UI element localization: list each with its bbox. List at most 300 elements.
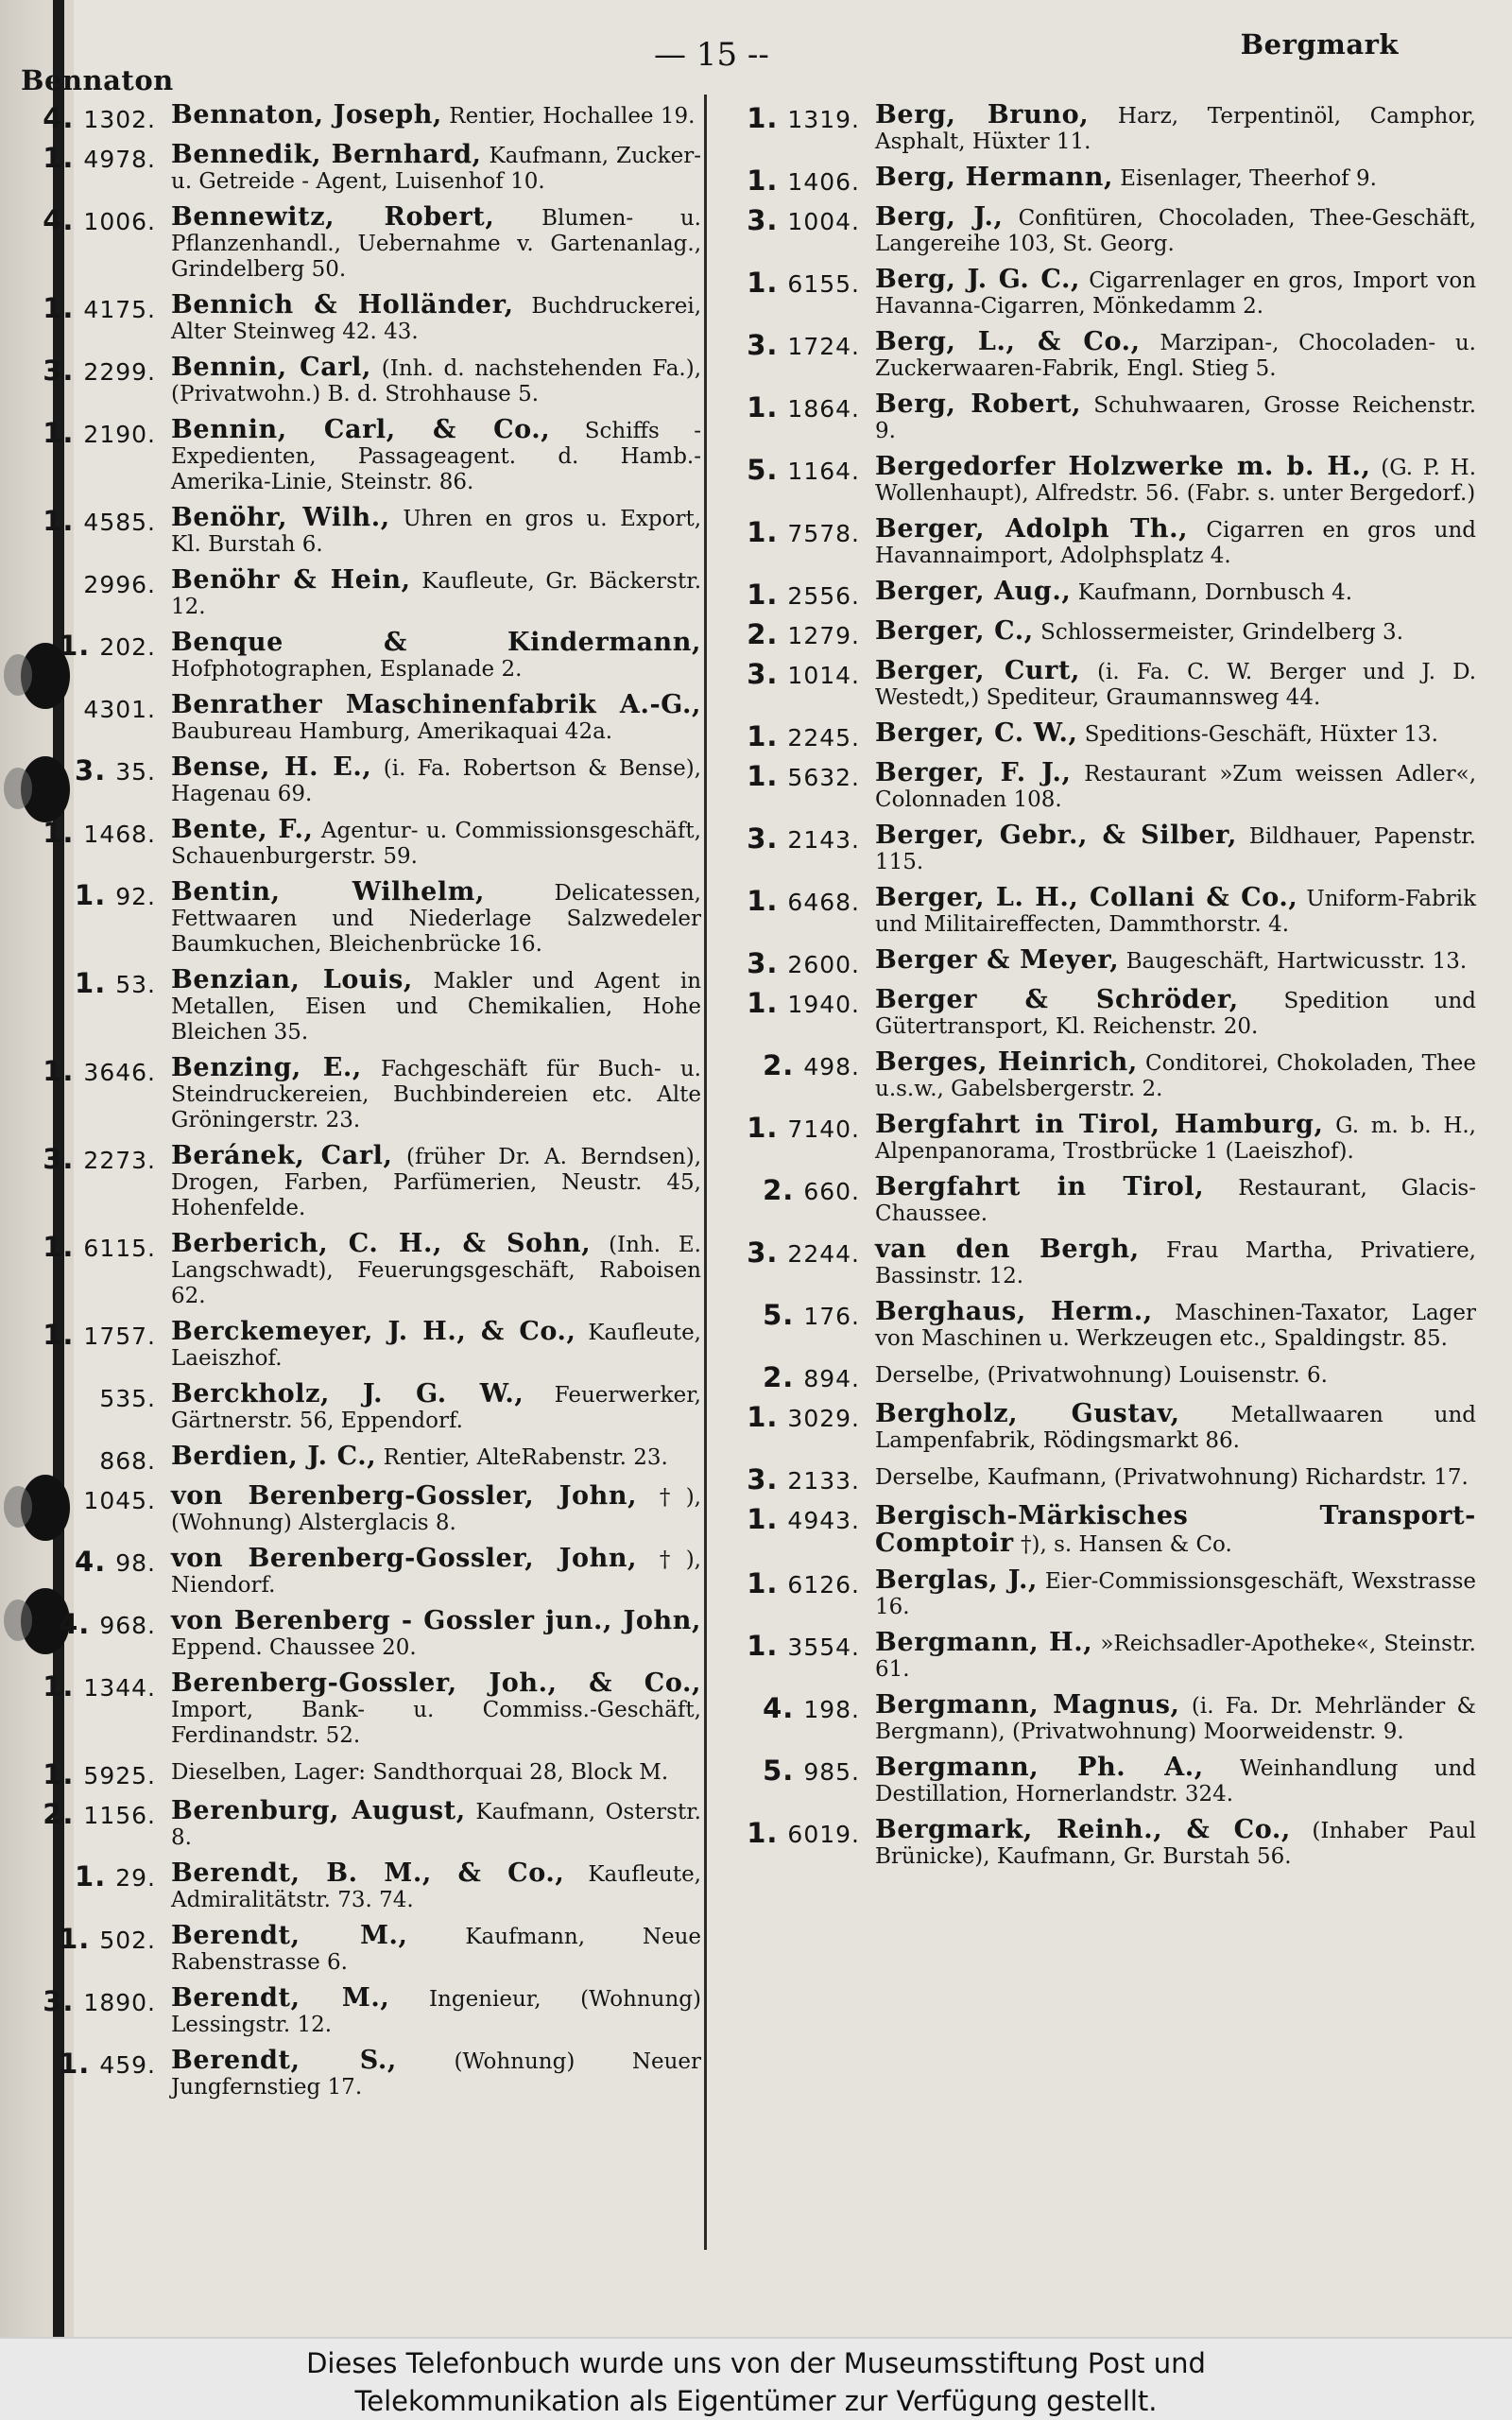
phone-number bbox=[19, 204, 171, 234]
directory-entry bbox=[720, 1630, 1476, 1683]
subscriber-name: Bergmann, Magnus, bbox=[875, 1690, 1180, 1720]
entry-text bbox=[875, 1174, 1476, 1227]
entry-text bbox=[171, 1483, 701, 1536]
exchange-code: 1. bbox=[747, 1112, 779, 1144]
subscriber-name: Berghaus, Herm., bbox=[875, 1297, 1153, 1326]
exchange-code: 3. bbox=[747, 658, 779, 690]
subscriber-details: †), s. Hansen & Co. bbox=[1021, 1532, 1232, 1557]
directory-entry bbox=[19, 754, 701, 807]
phone-number bbox=[19, 354, 171, 385]
subscriber-details: Kaufleute, Admiralitätstr. 73. 74. bbox=[171, 1862, 701, 1912]
line-number: 3554. bbox=[787, 1634, 860, 1661]
entry-text bbox=[171, 754, 701, 807]
subscriber-name: Berendt, S., bbox=[171, 2046, 397, 2075]
line-number: 1004. bbox=[787, 208, 860, 235]
line-number: 1344. bbox=[83, 1674, 156, 1702]
subscriber-name: Berg, J. G. C., bbox=[875, 265, 1080, 294]
entry-text bbox=[875, 720, 1476, 748]
directory-entry bbox=[720, 1361, 1476, 1392]
subscriber-name: Bennich & Holländer, bbox=[171, 290, 514, 320]
entry-text bbox=[171, 1860, 701, 1913]
directory-entry bbox=[720, 618, 1476, 648]
directory-entry bbox=[19, 1985, 701, 2038]
subscriber-details: Marzipan-, Chocoladen- u. Zuckerwaaren-Fabrik, Engl. Stieg 5. bbox=[875, 331, 1476, 381]
subscriber-details: Buchdruckerei, Alter Steinweg 42. 43. bbox=[171, 294, 702, 344]
subscriber-details: »Reichsadler-Apotheke«, Steinstr. 61. bbox=[875, 1632, 1476, 1682]
subscriber-name: Berger, C. W., bbox=[875, 718, 1078, 748]
exchange-code: 1. bbox=[747, 102, 779, 134]
subscriber-name: Bergfahrt in Tirol, bbox=[875, 1172, 1205, 1201]
exchange-code: 1. bbox=[747, 760, 779, 792]
subscriber-details: Eppend. Chaussee 20. bbox=[171, 1635, 417, 1660]
line-number: 7578. bbox=[787, 520, 860, 547]
phone-number bbox=[720, 579, 875, 609]
line-number: 1014. bbox=[787, 662, 860, 689]
phone-number bbox=[19, 292, 171, 322]
subscriber-name: Berenberg-Gossler, Joh., & Co., bbox=[171, 1668, 701, 1698]
directory-entry bbox=[720, 658, 1476, 711]
exchange-code: 1. bbox=[59, 630, 91, 662]
entry-text bbox=[875, 1817, 1476, 1870]
line-number: 3646. bbox=[83, 1059, 156, 1086]
footer-line-2: Telekommunikation als Eigentümer zur Verfügung gestellt. bbox=[354, 2385, 1158, 2417]
phone-number bbox=[720, 1401, 875, 1431]
exchange-code: 2. bbox=[763, 1174, 795, 1206]
subscriber-details: Restaurant »Zum weissen Adler«, Colonnaden 108. bbox=[875, 762, 1476, 812]
subscriber-details: (i. Fa. Dr. Mehrländer & Bergmann), (Privatwohnung) Moorweidenstr. 9. bbox=[875, 1694, 1476, 1744]
entry-text bbox=[875, 658, 1476, 711]
line-number: 4175. bbox=[83, 296, 156, 323]
directory-entry bbox=[19, 630, 701, 683]
directory-entry bbox=[19, 692, 701, 745]
line-number: 2245. bbox=[787, 724, 860, 752]
phone-number bbox=[19, 1608, 171, 1638]
subscriber-details: Delicatessen, Fettwaaren und Niederlage Salzwedeler Baumkuchen, Bleichenbrücke 16. bbox=[171, 881, 701, 957]
exchange-code: 3. bbox=[747, 947, 779, 979]
phone-number bbox=[720, 1361, 875, 1392]
line-number: 868. bbox=[99, 1447, 156, 1475]
phone-number bbox=[720, 1754, 875, 1785]
exchange-code: 1. bbox=[75, 967, 107, 999]
subscriber-details: Kaufleute, Gr. Bäckerstr. 12. bbox=[171, 569, 702, 619]
phone-number bbox=[19, 967, 171, 997]
subscriber-details: Schiffs - Expedienten, Passageagent. d. Hamb.- Amerika-Linie, Steinstr. 86. bbox=[171, 419, 701, 494]
entry-text bbox=[171, 1319, 701, 1372]
exchange-code: 1. bbox=[747, 1401, 779, 1433]
subscriber-name: Berg, Robert, bbox=[875, 389, 1082, 419]
phone-number bbox=[19, 505, 171, 535]
subscriber-name: Bennedik, Bernhard, bbox=[171, 140, 482, 169]
phone-number bbox=[19, 879, 171, 909]
exchange-code: 1. bbox=[747, 516, 779, 548]
entry-text bbox=[875, 454, 1476, 507]
directory-entry bbox=[19, 102, 701, 132]
subscriber-details: †), Niendorf. bbox=[171, 1547, 701, 1598]
directory-entry bbox=[720, 579, 1476, 609]
exchange-code: 1. bbox=[75, 1860, 107, 1893]
subscriber-details: Speditions-Geschäft, Hüxter 13. bbox=[1084, 722, 1438, 747]
line-number: 1156. bbox=[83, 1802, 156, 1829]
subscriber-details: (Inhaber Paul Brünicke), Kaufmann, Gr. Burstah 56. bbox=[875, 1819, 1476, 1869]
line-number: 1319. bbox=[787, 106, 860, 133]
subscriber-name: Bergedorfer Holzwerke m. b. H., bbox=[875, 452, 1371, 481]
subscriber-name: Benque & Kindermann, bbox=[171, 628, 701, 657]
directory-entry bbox=[19, 1055, 701, 1133]
subscriber-details: Import, Bank- u. Commiss.-Geschäft, Ferdinandstr. 52. bbox=[171, 1698, 701, 1748]
directory-entry bbox=[19, 1758, 701, 1789]
phone-number bbox=[720, 1630, 875, 1660]
entry-text bbox=[171, 204, 701, 283]
subscriber-name: Berger, L. H., Collani & Co., bbox=[875, 883, 1298, 912]
subscriber-name: Berg, Bruno, bbox=[875, 100, 1090, 130]
directory-entry bbox=[19, 879, 701, 958]
subscriber-name: von Berenberg - Gossler jun., John, bbox=[171, 1606, 701, 1635]
entry-text bbox=[171, 1758, 701, 1786]
entry-text bbox=[171, 102, 701, 130]
directory-entry bbox=[720, 516, 1476, 569]
subscriber-details: Restaurant, Glacis-Chaussee. bbox=[875, 1176, 1476, 1226]
phone-number bbox=[720, 391, 875, 422]
entry-text bbox=[171, 817, 701, 870]
entry-text bbox=[171, 967, 701, 1046]
exchange-code: 4. bbox=[43, 204, 75, 236]
line-number: 2556. bbox=[787, 582, 860, 610]
exchange-code: 5. bbox=[763, 1754, 795, 1787]
subscriber-details: Makler und Agent in Metallen, Eisen und Chemikalien, Hohe Bleichen 35. bbox=[171, 969, 702, 1045]
phone-number bbox=[720, 1236, 875, 1267]
entry-text bbox=[875, 329, 1476, 382]
entry-text bbox=[875, 1112, 1476, 1165]
line-number: 1279. bbox=[787, 622, 860, 649]
phone-number bbox=[720, 1174, 875, 1204]
directory-entry bbox=[19, 1798, 701, 1851]
directory-entry bbox=[19, 1231, 701, 1309]
subscriber-name: Berckemeyer, J. H., & Co., bbox=[171, 1317, 576, 1346]
line-number: 1006. bbox=[83, 208, 156, 235]
footer-line-1: Dieses Telefonbuch wurde uns von der Museumsstiftung Post und bbox=[306, 2347, 1206, 2379]
exchange-code: 1. bbox=[747, 1503, 779, 1535]
phone-number bbox=[19, 142, 171, 172]
subscriber-details: Kaufmann, Zucker- u. Getreide - Agent, Luisenhof 10. bbox=[171, 144, 701, 194]
phone-number bbox=[19, 692, 171, 722]
subscriber-name: Benrather Maschinenfabrik A.-G., bbox=[171, 690, 701, 719]
subscriber-details: (früher Dr. A. Berndsen), Drogen, Farben, Parfümerien, Neustr. 45, Hohenfelde. bbox=[171, 1145, 702, 1220]
subscriber-details: Kaufmann, Dornbusch 4. bbox=[1077, 580, 1353, 605]
exchange-code: 1. bbox=[75, 879, 107, 911]
phone-number bbox=[19, 1483, 171, 1513]
subscriber-name: Bennin, Carl, & Co., bbox=[171, 415, 551, 444]
entry-text bbox=[875, 204, 1476, 257]
entry-text bbox=[171, 1143, 701, 1221]
header-last-name: Bergmark bbox=[1240, 28, 1399, 60]
exchange-code: 1. bbox=[43, 1758, 75, 1790]
subscriber-name: Bergfahrt in Tirol, Hamburg, bbox=[875, 1110, 1324, 1139]
entry-text bbox=[875, 1463, 1476, 1491]
exchange-code: 1. bbox=[747, 885, 779, 917]
entry-text bbox=[875, 1692, 1476, 1745]
subscriber-details: Cigarrenlager en gros, Import von Havanna-Cigarren, Mönkedamm 2. bbox=[875, 268, 1477, 319]
subscriber-details: (Inh. d. nachstehenden Fa.), (Privatwohn.) B. d. Strohhause 5. bbox=[171, 356, 702, 406]
subscriber-details: Ingenieur, (Wohnung) Lessingstr. 12. bbox=[171, 1987, 701, 2037]
directory-entry bbox=[19, 1319, 701, 1372]
subscriber-details: Kaufleute, Laeiszhof. bbox=[171, 1321, 701, 1371]
line-number: 29. bbox=[115, 1864, 156, 1892]
phone-number bbox=[19, 1758, 171, 1789]
directory-entry bbox=[19, 1443, 701, 1474]
subscriber-name: Berenburg, August, bbox=[171, 1796, 466, 1825]
phone-number bbox=[19, 1381, 171, 1411]
line-number: 7140. bbox=[787, 1115, 860, 1143]
phone-number bbox=[19, 1923, 171, 1953]
directory-entry bbox=[720, 454, 1476, 507]
line-number: 535. bbox=[99, 1385, 156, 1412]
phone-number bbox=[19, 754, 171, 785]
entry-text bbox=[875, 391, 1476, 444]
entry-text bbox=[171, 1055, 701, 1133]
subscriber-name: Berendt, M., bbox=[171, 1983, 390, 2013]
entry-text bbox=[875, 1754, 1476, 1807]
directory-entry bbox=[720, 1112, 1476, 1165]
directory-entry bbox=[19, 1923, 701, 1976]
subscriber-name: Berendt, M., bbox=[171, 1921, 408, 1950]
subscriber-name: Bente, F., bbox=[171, 815, 314, 844]
subscriber-details: Conditorei, Chokoladen, Thee u.s.w., Gabelsbergerstr. 2. bbox=[875, 1051, 1476, 1101]
exchange-code: 1. bbox=[43, 142, 75, 174]
directory-entry bbox=[720, 391, 1476, 444]
entry-text bbox=[171, 1985, 701, 2038]
subscriber-details: Schlossermeister, Grindelberg 3. bbox=[1040, 620, 1404, 645]
phone-number bbox=[720, 516, 875, 546]
line-number: 1468. bbox=[83, 821, 156, 848]
entry-text bbox=[171, 1546, 701, 1599]
line-number: 35. bbox=[115, 758, 156, 786]
subscriber-name: van den Bergh, bbox=[875, 1235, 1140, 1264]
footer-note bbox=[0, 2337, 1512, 2420]
entry-text bbox=[875, 947, 1476, 975]
exchange-code: 4. bbox=[59, 1608, 91, 1640]
directory-entry bbox=[720, 1463, 1476, 1494]
entry-text bbox=[171, 354, 701, 407]
subscriber-name: Berckholz, J. G. W., bbox=[171, 1379, 524, 1409]
phone-number bbox=[720, 1567, 875, 1598]
entry-text bbox=[875, 822, 1476, 875]
directory-entry bbox=[720, 1236, 1476, 1289]
line-number: 53. bbox=[115, 971, 156, 998]
directory-entry bbox=[19, 204, 701, 283]
phone-number bbox=[19, 102, 171, 132]
right-column bbox=[720, 102, 1476, 1879]
line-number: 1406. bbox=[787, 168, 860, 196]
subscriber-details: Derselbe, Kaufmann, (Privatwohnung) Richardstr. 17. bbox=[875, 1465, 1469, 1490]
subscriber-name: Bergmann, Ph. A., bbox=[875, 1753, 1204, 1782]
entry-text bbox=[875, 618, 1476, 646]
line-number: 4978. bbox=[83, 146, 156, 173]
line-number: 1940. bbox=[787, 991, 860, 1018]
exchange-code: 1. bbox=[747, 579, 779, 611]
subscriber-name: Bentin, Wilhelm, bbox=[171, 877, 485, 907]
subscriber-details: Weinhandlung und Destillation, Hornerlandstr. 324. bbox=[875, 1756, 1476, 1806]
directory-entry bbox=[720, 1692, 1476, 1745]
exchange-code: 4. bbox=[75, 1546, 107, 1578]
subscriber-details: Uniform-Fabrik und Militaireffecten, Dammthorstr. 4. bbox=[875, 887, 1476, 937]
exchange-code: 2. bbox=[763, 1361, 795, 1393]
line-number: 198. bbox=[803, 1696, 860, 1723]
subscriber-details: Fachgeschäft für Buch- u. Steindruckereien, Buchbindereien etc. Alte Gröningerstr. 23. bbox=[171, 1057, 701, 1132]
entry-text bbox=[171, 505, 701, 558]
exchange-code: 4. bbox=[763, 1692, 795, 1724]
directory-entry bbox=[19, 967, 701, 1046]
exchange-code: 1. bbox=[747, 267, 779, 299]
subscriber-details: (Inh. E. Langschwadt), Feuerungsgeschäft, Raboisen 62. bbox=[171, 1233, 701, 1308]
subscriber-details: (G. P. H. Wollenhaupt), Alfredstr. 56. (Fabr. s. unter Bergedorf.) bbox=[875, 456, 1477, 506]
subscriber-details: Rentier, Hochallee 19. bbox=[449, 104, 696, 129]
line-number: 459. bbox=[99, 2051, 156, 2079]
entry-text bbox=[875, 1503, 1476, 1558]
phone-number bbox=[720, 947, 875, 977]
line-number: 2600. bbox=[787, 951, 860, 978]
subscriber-name: Bennaton, Joseph, bbox=[171, 100, 442, 130]
line-number: 1045. bbox=[83, 1487, 156, 1514]
exchange-code: 1. bbox=[43, 1231, 75, 1263]
phone-number bbox=[720, 720, 875, 751]
directory-entry bbox=[19, 1546, 701, 1599]
entry-text bbox=[875, 102, 1476, 155]
line-number: 6468. bbox=[787, 889, 860, 916]
directory-entry bbox=[19, 292, 701, 345]
line-number: 6126. bbox=[787, 1571, 860, 1599]
subscriber-details: (Wohnung) Neuer Jungfernstieg 17. bbox=[171, 2049, 701, 2100]
directory-entry bbox=[720, 329, 1476, 382]
entry-text bbox=[875, 1401, 1476, 1454]
directory-entry bbox=[720, 1401, 1476, 1454]
directory-entry bbox=[19, 1860, 701, 1913]
line-number: 3029. bbox=[787, 1405, 860, 1432]
subscriber-name: Benzian, Louis, bbox=[171, 965, 413, 994]
entry-text bbox=[171, 2048, 701, 2100]
entry-text bbox=[875, 516, 1476, 569]
line-number: 1864. bbox=[787, 395, 860, 423]
directory-entry bbox=[19, 354, 701, 407]
subscriber-name: Berendt, B. M., & Co., bbox=[171, 1858, 565, 1888]
subscriber-name: Berger & Meyer, bbox=[875, 945, 1120, 975]
subscriber-details: Spedition und Gütertransport, Kl. Reichenstr. 20. bbox=[875, 989, 1476, 1039]
phone-number bbox=[19, 1055, 171, 1085]
line-number: 968. bbox=[99, 1612, 156, 1639]
line-number: 98. bbox=[115, 1549, 156, 1577]
entry-text bbox=[171, 1923, 701, 1976]
entry-text bbox=[875, 1361, 1476, 1389]
subscriber-details: Eisenlager, Theerhof 9. bbox=[1120, 166, 1377, 191]
directory-entry bbox=[720, 1503, 1476, 1558]
subscriber-details: Blumen- u. Pflanzenhandl., Uebernahme v. Gartenanlag., Grindelberg 50. bbox=[171, 206, 701, 282]
subscriber-details: Rentier, AlteRabenstr. 23. bbox=[383, 1445, 668, 1470]
subscriber-name: Berges, Heinrich, bbox=[875, 1047, 1138, 1077]
entry-text bbox=[875, 1630, 1476, 1683]
entry-text bbox=[171, 879, 701, 958]
subscriber-details: (i. Fa. C. W. Berger und J. D. Westedt,) Spediteur, Graumannsweg 44. bbox=[875, 660, 1477, 710]
directory-entry bbox=[720, 1299, 1476, 1352]
subscriber-details: Frau Martha, Privatiere, Bassinstr. 12. bbox=[875, 1238, 1476, 1288]
exchange-code: 1. bbox=[747, 1630, 779, 1662]
subscriber-details: Dieselben, Lager: Sandthorquai 28, Block M. bbox=[171, 1760, 669, 1785]
directory-entry bbox=[19, 505, 701, 558]
exchange-code: 1. bbox=[43, 1055, 75, 1087]
left-column bbox=[19, 102, 701, 2110]
line-number: 502. bbox=[99, 1927, 156, 1954]
exchange-code: 1. bbox=[43, 817, 75, 849]
entry-text bbox=[171, 292, 701, 345]
line-number: 6155. bbox=[787, 270, 860, 298]
exchange-code: 3. bbox=[43, 1143, 75, 1175]
subscriber-name: Bennewitz, Robert, bbox=[171, 202, 495, 232]
phone-number bbox=[720, 1817, 875, 1847]
phone-number bbox=[720, 658, 875, 688]
directory-entry bbox=[720, 720, 1476, 751]
subscriber-name: Benzing, E., bbox=[171, 1053, 362, 1082]
directory-entry bbox=[720, 885, 1476, 938]
exchange-code: 3. bbox=[747, 1236, 779, 1269]
subscriber-name: Berger, Curt, bbox=[875, 656, 1081, 685]
exchange-code: 1. bbox=[747, 1567, 779, 1599]
directory-entry bbox=[720, 1817, 1476, 1870]
phone-number bbox=[19, 1143, 171, 1173]
subscriber-name: Berglas, J., bbox=[875, 1565, 1039, 1595]
line-number: 1164. bbox=[787, 458, 860, 485]
directory-entry bbox=[19, 1143, 701, 1221]
directory-entry bbox=[19, 417, 701, 495]
exchange-code: 1. bbox=[43, 505, 75, 537]
phone-number bbox=[19, 1443, 171, 1474]
exchange-code: 3. bbox=[747, 822, 779, 855]
phone-number bbox=[720, 1463, 875, 1494]
exchange-code: 4. bbox=[43, 102, 75, 134]
directory-entry bbox=[19, 1483, 701, 1536]
subscriber-name: Benöhr & Hein, bbox=[171, 565, 411, 595]
entry-text bbox=[875, 1049, 1476, 1102]
subscriber-name: Berg, Hermann, bbox=[875, 163, 1113, 192]
subscriber-name: Berdien, J. C., bbox=[171, 1442, 377, 1471]
entry-text bbox=[875, 760, 1476, 813]
exchange-code: 1. bbox=[59, 1923, 91, 1955]
exchange-code: 1. bbox=[43, 292, 75, 324]
line-number: 1302. bbox=[83, 106, 156, 133]
exchange-code: 2. bbox=[763, 1049, 795, 1081]
phone-number bbox=[19, 417, 171, 447]
page-header bbox=[21, 28, 1493, 95]
phone-number bbox=[720, 204, 875, 234]
line-number: 2996. bbox=[83, 571, 156, 598]
subscriber-details: (i. Fa. Robertson & Bense), Hagenau 69. bbox=[171, 756, 701, 806]
subscriber-details: Kaufmann, Neue Rabenstrasse 6. bbox=[171, 1925, 701, 1975]
exchange-code: 1. bbox=[747, 720, 779, 752]
directory-entry bbox=[720, 822, 1476, 875]
line-number: 2299. bbox=[83, 358, 156, 386]
phone-number bbox=[19, 1670, 171, 1701]
directory-entry bbox=[19, 1608, 701, 1661]
phone-number bbox=[720, 1112, 875, 1142]
exchange-code: 1. bbox=[747, 391, 779, 424]
entry-text bbox=[875, 1299, 1476, 1352]
exchange-code: 3. bbox=[747, 329, 779, 361]
directory-entry bbox=[19, 1670, 701, 1749]
entry-text bbox=[171, 567, 701, 620]
directory-entry bbox=[720, 947, 1476, 977]
line-number: 1757. bbox=[83, 1322, 156, 1350]
line-number: 5925. bbox=[83, 1762, 156, 1789]
entry-text bbox=[171, 417, 701, 495]
entry-text bbox=[875, 267, 1476, 320]
line-number: 4301. bbox=[83, 696, 156, 723]
